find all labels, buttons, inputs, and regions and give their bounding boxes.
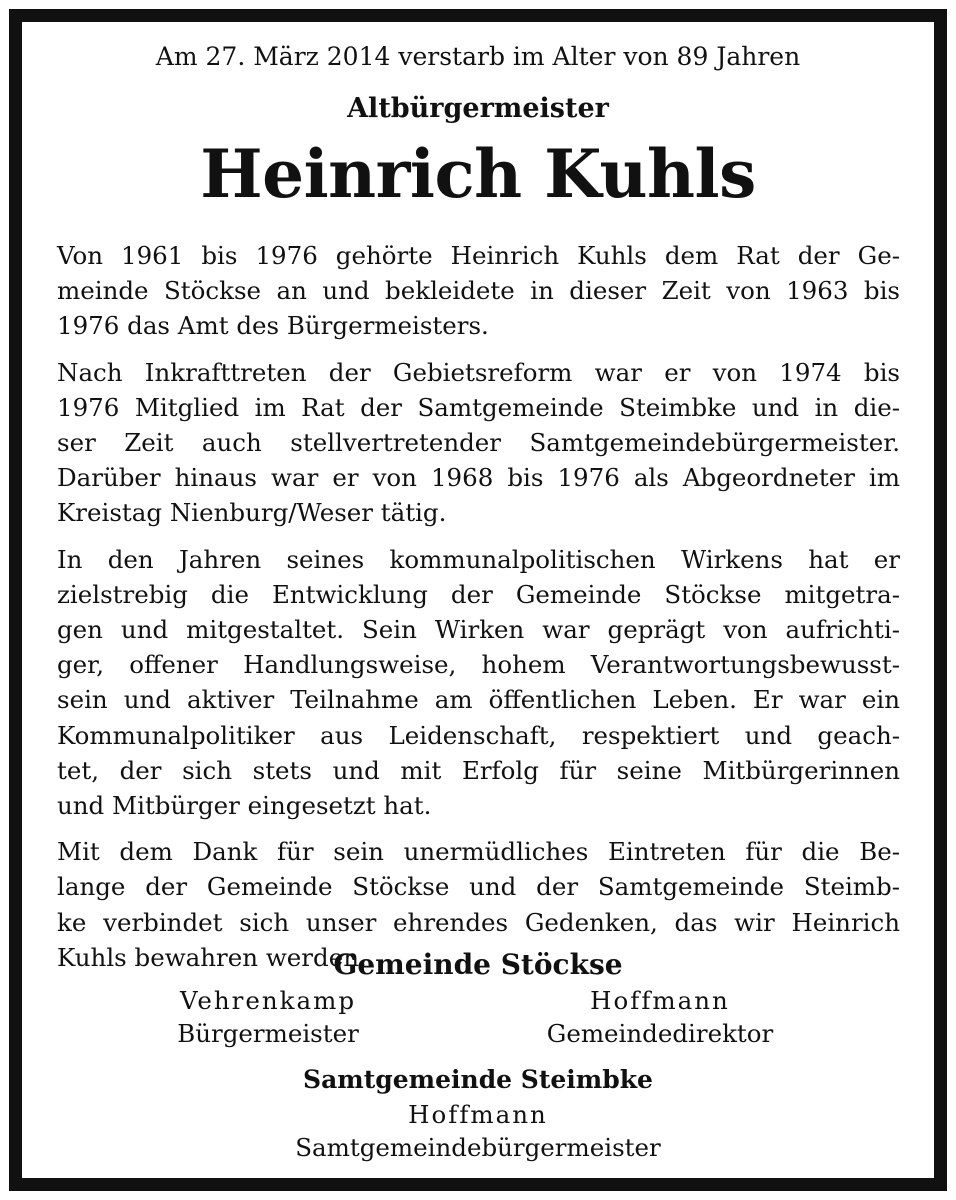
text-line: Kreistag Nienburg/Weser tätig. — [57, 498, 447, 528]
signatory-title: Samtgemeindebürgermeister — [295, 1133, 661, 1162]
text-line: lange der Gemeinde Stöckse und der Samtgemeinde Steimb- — [57, 872, 900, 902]
text-line: ke verbindet sich unser ehrendes Gedenken, das wir Heinrich — [57, 907, 900, 937]
text-line: Von 1961 bis 1976 gehörte Heinrich Kuhls dem Rat der Ge- — [57, 241, 900, 270]
signatory-name: Hoffmann — [408, 1100, 548, 1129]
deceased-name: Heinrich Kuhls — [200, 135, 756, 213]
text-line: gen und mitgestaltet. Sein Wirken war geprägt von aufrichti- — [57, 615, 900, 645]
obituary-body — [57, 238, 900, 986]
text-line: sein und aktiver Teilnahme am öffentlichen Leben. Er war ein — [57, 685, 900, 715]
signature-left — [118, 984, 418, 1050]
signature-org-samtgemeinde: Samtgemeinde Steimbke — [303, 1065, 653, 1094]
signature-center — [0, 1098, 956, 1164]
intro-line: Am 27. März 2014 verstarb im Alter von 89 Jahren — [155, 42, 801, 71]
text-line: Darüber hinaus war er von 1968 bis 1976 als Abgeordneter im — [57, 463, 900, 493]
deceased-title: Altbürgermeister — [347, 93, 609, 124]
text-line: Kommunalpolitiker aus Leidenschaft, respektiert und geach- — [57, 720, 900, 750]
paragraph-reform — [57, 355, 900, 531]
signature-right — [510, 984, 810, 1050]
text-line: ger, offener Handlungsweise, hohem Verantwortungsbewusst- — [57, 650, 900, 680]
text-line: zielstrebig die Entwicklung der Gemeinde Stöckse mitgetra- — [57, 579, 900, 609]
text-line: In den Jahren seines kommunalpolitischen Wirkens hat er — [57, 544, 900, 574]
text-line: 1976 das Amt des Bürgermeisters. — [57, 311, 489, 341]
text-line: meinde Stöckse an und bekleidete in dieser Zeit von 1963 bis — [57, 276, 900, 306]
text-line: 1976 Mitglied im Rat der Samtgemeinde Steimbke und in die- — [57, 392, 900, 422]
signature-org-gemeinde: Gemeinde Stöckse — [333, 948, 623, 981]
text-line: tet, der sich stets und mit Erfolg für seine Mitbürgerinnen — [57, 755, 900, 785]
text-line: Kuhls bewahren werden. — [57, 942, 367, 972]
signatory-name: Hoffmann — [590, 986, 730, 1015]
paragraph-legacy — [57, 542, 900, 824]
signatory-title: Gemeindedirektor — [546, 1019, 774, 1048]
text-line: Mit dem Dank für sein unermüdliches Eintreten für die Be- — [57, 837, 900, 867]
paragraph-career — [57, 238, 900, 344]
text-line: Nach Inkrafttreten der Gebietsreform war er von 1974 bis — [57, 357, 900, 387]
signatory-title: Bürgermeister — [177, 1019, 359, 1048]
signatory-name: Vehrenkamp — [179, 986, 357, 1015]
text-line: und Mitbürger eingesetzt hat. — [57, 791, 432, 821]
text-line: ser Zeit auch stellvertretender Samtgemeindebürgermeister. — [57, 428, 900, 458]
